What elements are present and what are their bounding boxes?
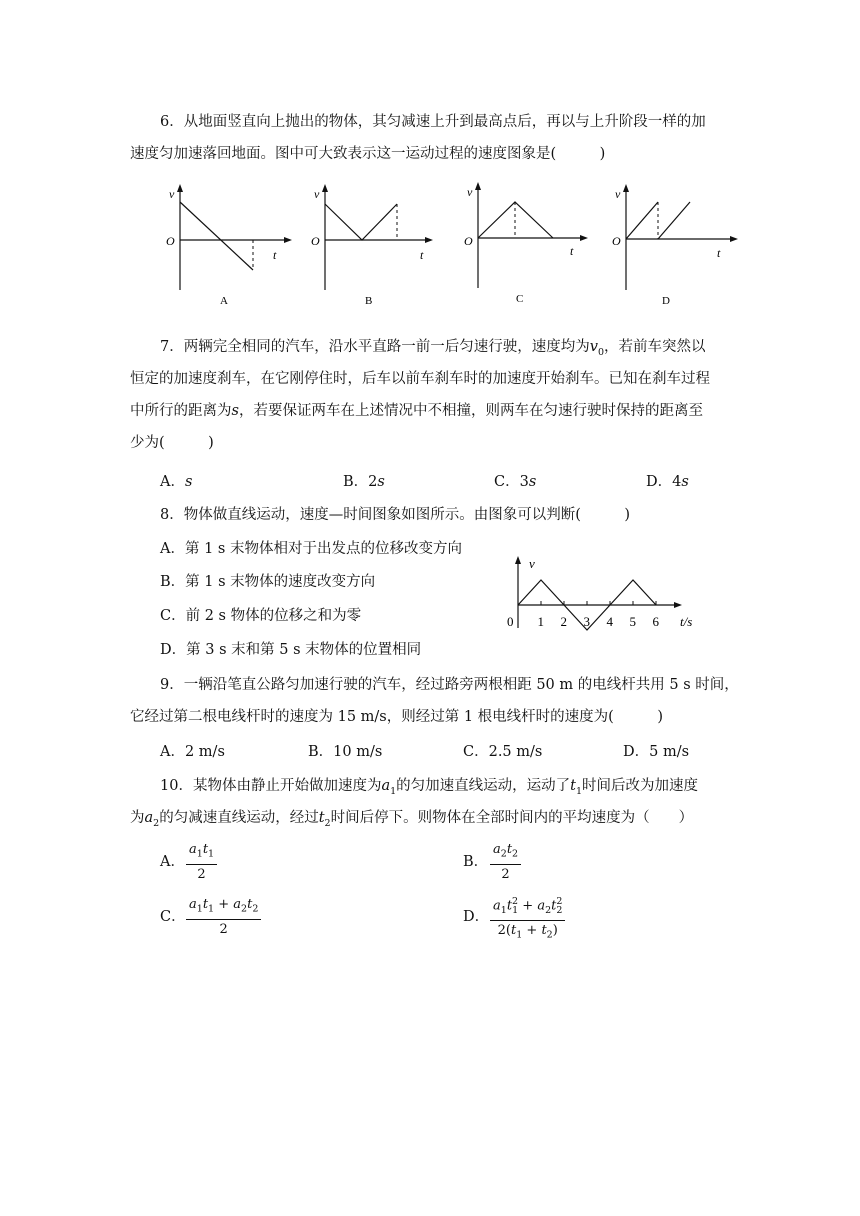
q8-tick-label: 4 (606, 614, 613, 629)
q7-line1: 7．两辆完全相同的汽车，沿水平直路一前一后匀速行驶，速度均为$v_0$，若前车突然以 (160, 339, 706, 358)
q8-y-axis-arrow (515, 556, 521, 564)
graph-c-label: C (516, 293, 524, 305)
q6-line2: 速度匀加速落回地面。图中可大致表示这一运动过程的速度图象是( ) (130, 146, 606, 162)
q8-tick-label: 1 (537, 614, 544, 629)
q8-tick-label: 2 (560, 614, 567, 629)
q8-tick-label: 5 (629, 614, 636, 629)
q10-option-a-fraction[interactable]: $a_1t_1$ 2 (186, 841, 217, 883)
graph-c-t-label: t (570, 244, 574, 258)
q7-line4: 少为( ) (130, 435, 214, 451)
graph-d-label: D (662, 295, 670, 307)
q10-option-c-label[interactable]: C． (160, 909, 186, 925)
q10-option-c-fraction[interactable]: $a_1t_1 + a_2t_2$ 2 (186, 896, 261, 938)
q8-option-a[interactable]: A．第 1 s 末物体相对于出发点的位移改变方向 (160, 541, 462, 557)
q8-tick-label: 0 (507, 614, 514, 629)
q7-option-b[interactable]: B．2s (343, 474, 385, 490)
q10-option-a-label[interactable]: A． (160, 854, 185, 870)
q10-option-b-label[interactable]: B． (463, 854, 489, 870)
graph-a-t-label: t (273, 248, 277, 262)
q10-option-d-label[interactable]: D． (463, 909, 490, 925)
q7-line2: 恒定的加速度刹车，在它刚停住时，后车以前车刹车时的加速度开始刹车。已知在刹车过程 (130, 371, 710, 387)
graph-c-o-label: O (464, 234, 473, 248)
q10-line1: 10．某物体由静止开始做加速度为$a_1$的匀加速直线运动，运动了$t_1$时间后改为加速度 (160, 778, 699, 797)
q8-stem: 8．物体做直线运动，速度—时间图象如图所示。由图象可以判断( ) (160, 507, 631, 523)
q9-option-a[interactable]: A．2 m/s (160, 744, 225, 760)
graph-b-label: B (365, 295, 373, 307)
q10-option-d-fraction[interactable]: $a_1t^2_1 + a_2t^2_2$ $2(t_1 + t_2)$ (490, 893, 565, 944)
q8-option-b[interactable]: B．第 1 s 末物体的速度改变方向 (160, 574, 376, 590)
q9-line2: 它经过第二根电线杆时的速度为 15 m/s，则经过第 1 根电线杆时的速度为( ) (130, 709, 663, 725)
graph-a (160, 180, 300, 310)
q8-tick-label: 6 (652, 614, 659, 629)
q9-option-c[interactable]: C．2.5 m/s (463, 744, 543, 760)
q6-line1: 6．从地面竖直向上抛出的物体，其匀减速上升到最高点后，再以与上升阶段一样的加 (160, 114, 706, 130)
q7-line3: 中所行的距离为s，若要保证两车在上述情况中不相撞，则两车在匀速行驶时保持的距离至 (130, 403, 703, 419)
q9-line1: 9．一辆沿笔直公路匀加速行驶的汽车，经过路旁两根相距 50 m 的电线杆共用 5 s 时间， (160, 677, 739, 693)
q8-vt-chart (500, 550, 710, 635)
q8-t-label: t/s (680, 614, 693, 629)
q8-option-c[interactable]: C．前 2 s 物体的位移之和为零 (160, 608, 362, 624)
q7-option-a[interactable]: A．s (160, 474, 193, 490)
graph-a-v-label: v (169, 187, 175, 201)
graph-d-t-label: t (717, 246, 721, 260)
graph-d-v-label: v (615, 187, 621, 201)
graph-c-v-label: v (467, 185, 473, 199)
q8-tick-label: 3 (583, 614, 590, 629)
graph-d (606, 180, 746, 310)
q9-option-b[interactable]: B．10 m/s (308, 744, 383, 760)
q8-x-axis-arrow (674, 602, 682, 608)
graph-c (458, 178, 598, 308)
q8-option-d[interactable]: D．第 3 s 末和第 5 s 末物体的位置相同 (160, 642, 422, 658)
q7-option-c[interactable]: C．3s (494, 474, 537, 490)
graph-b-o-label: O (311, 234, 320, 248)
graph-b (305, 180, 445, 310)
graph-b-t-label: t (420, 248, 424, 262)
graph-a-o-label: O (166, 234, 175, 248)
q7-option-d[interactable]: D．4s (646, 474, 689, 490)
q10-option-b-fraction[interactable]: $a_2t_2$ 2 (490, 841, 521, 883)
graph-b-v-label: v (314, 187, 320, 201)
q9-option-d[interactable]: D．5 m/s (623, 744, 690, 760)
graph-d-o-label: O (612, 234, 621, 248)
q8-v-label: v (529, 556, 535, 571)
graph-a-label: A (220, 295, 228, 307)
q10-line2: 为$a_2$的匀减速直线运动，经过$t_2$时间后停下。则物体在全部时间内的平均速度为（ ） (130, 810, 694, 829)
